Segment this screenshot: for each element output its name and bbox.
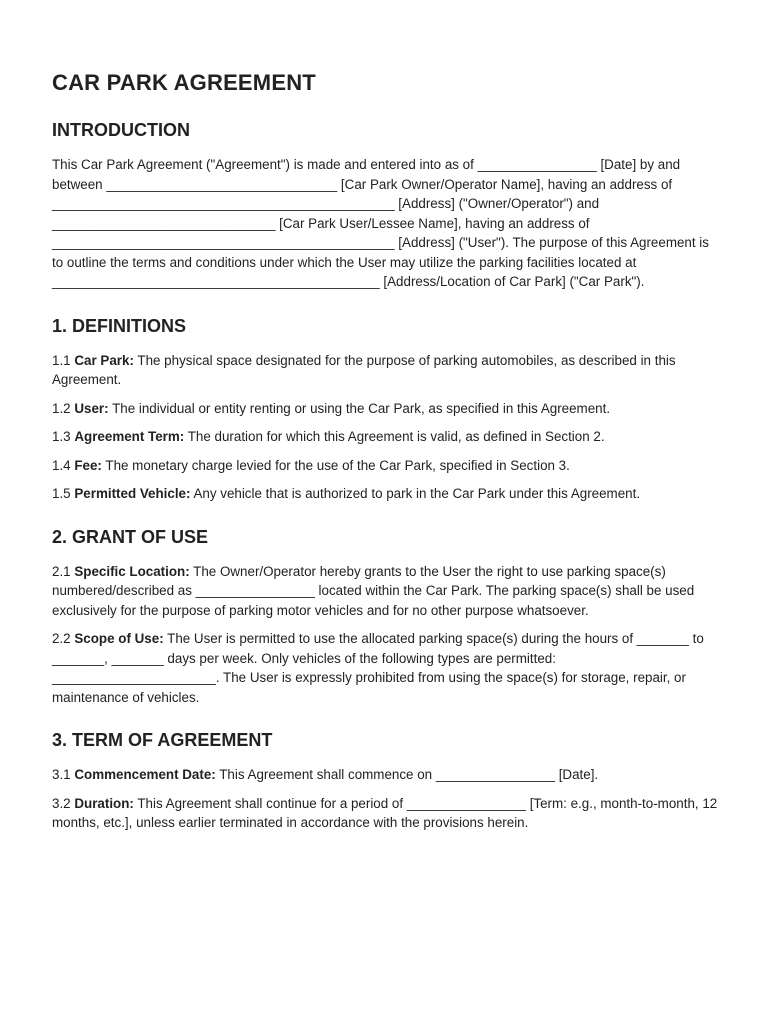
clause-3-1 (52, 765, 718, 785)
clause-term: Specific Location: (74, 563, 190, 579)
clause-term: Agreement Term: (74, 429, 185, 444)
clause-text: The physical space designated for the purpose of parking automobiles, as described in this Agreement. (52, 352, 676, 387)
clause-term: Fee: (74, 457, 102, 473)
clause-text: The User is permitted to use the allocated parking space(s) during the hours of _______ to _______, _______ days per week. Only vehicles of the following types are permitted: ______________________. The User is expressly prohibited from using the space(s) for storage, repair, or maintenance of vehicles. (52, 631, 704, 705)
clause-term: Scope of Use: (74, 631, 164, 646)
clause-text: This Agreement shall commence on ________________ [Date]. (219, 767, 599, 782)
clause-1-5 (52, 484, 718, 504)
clause-term: Commencement Date: (74, 767, 216, 782)
grant-of-use-heading: 2. GRANT OF USE (52, 526, 209, 547)
clause-term: Permitted Vehicle: (74, 486, 191, 501)
clause-1-1 (52, 351, 718, 390)
term-of-agreement-heading: 3. TERM OF AGREEMENT (52, 730, 273, 750)
clause-number: 2.2 (52, 631, 71, 646)
clause-text: The Owner/Operator hereby grants to the User the right to use parking space(s) numbered/described as ________________ located within the Car Park. The parking space(s) shall be used exclusively for the purpose of parking motor vehicles and for no other purpose whatsoever. (52, 563, 695, 618)
clause-number: 2.1 (52, 563, 71, 579)
clause-2-2 (52, 629, 718, 707)
term-of-agreement-list (52, 765, 718, 833)
clause-number: 3.2 (52, 795, 71, 811)
clause-1-3 (52, 427, 718, 447)
document-title: CAR PARK AGREEMENT (52, 70, 316, 95)
definitions-list (52, 351, 718, 504)
grant-of-use-list (52, 562, 718, 708)
clause-number: 1.1 (52, 352, 71, 368)
clause-number: 1.4 (52, 457, 71, 473)
introduction-text: This Car Park Agreement ("Agreement") is made and entered into as of ________________ [Date] by and between _______________________________ [Car Park Owner/Operator Name], having an address of ______________________________________________ [Address] ("Owner/Operator") and ______________________________ [Car Park User/Lessee Name], having an address of ______________________________________________ [Address] ("User"). The purpose of this Agreement is to outline the terms and conditions under which the User may utilize the parking facilities located at ____________________________________________ [Address/Location of Car Park] ("Car Park"). (52, 157, 709, 289)
clause-text: The monetary charge levied for the use of the Car Park, specified in Section 3. (105, 457, 570, 473)
introduction-heading: INTRODUCTION (52, 120, 190, 140)
clause-number: 1.3 (52, 429, 71, 444)
clause-number: 1.2 (52, 400, 71, 416)
clause-text: The individual or entity renting or using the Car Park, as specified in this Agreement. (112, 400, 611, 416)
clause-1-2 (52, 399, 718, 419)
clause-term: Car Park: (74, 352, 134, 368)
clause-1-4 (52, 456, 718, 476)
clause-text: This Agreement shall continue for a period of ________________ [Term: e.g., month-to-month, 12 months, etc.], unless earlier terminated in accordance with the provisions herein. (52, 795, 718, 830)
clause-term: User: (74, 400, 109, 416)
clause-text: The duration for which this Agreement is valid, as defined in Section 2. (187, 429, 605, 444)
clause-text: Any vehicle that is authorized to park in the Car Park under this Agreement. (193, 486, 641, 501)
clause-number: 3.1 (52, 767, 71, 782)
clause-3-2 (52, 794, 718, 833)
clause-term: Duration: (74, 795, 134, 811)
clause-number: 1.5 (52, 486, 71, 501)
clause-2-1 (52, 562, 718, 621)
definitions-heading: 1. DEFINITIONS (52, 315, 187, 336)
